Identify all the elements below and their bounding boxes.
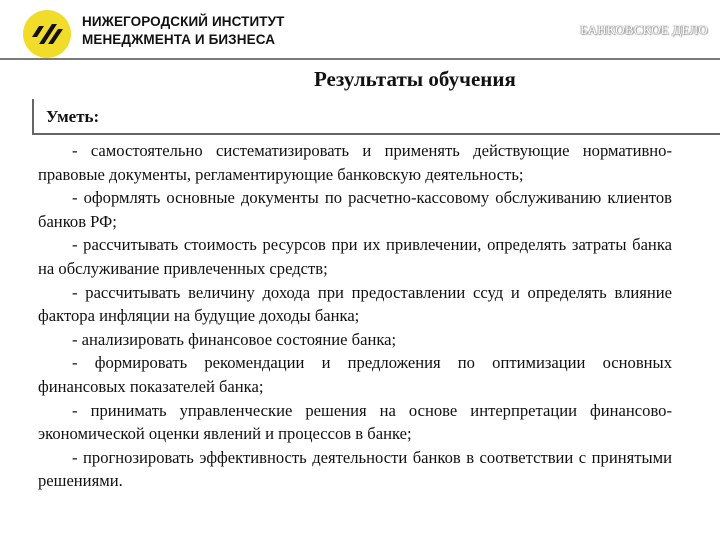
institute-name-line2: МЕНЕДЖМЕНТА И БИЗНЕСА — [82, 32, 276, 47]
skill-item: - рассчитывать стоимость ресурсов при их привлечении, определять затраты банка на обслуживание привлеченных средств; — [38, 235, 672, 278]
skill-item: - оформлять основные документы по расчетно-кассовому обслуживанию клиентов банков РФ; — [38, 188, 672, 231]
skill-item: - формировать рекомендации и предложения по оптимизации основных финансовых показателей банка; — [38, 353, 672, 396]
skill-item: - анализировать финансовое состояние банка; — [72, 329, 397, 349]
skill-item: - самостоятельно систематизировать и применять действующие нормативно-правовые документы, регламентирующие банковскую деятельность; — [38, 141, 672, 184]
skill-item: - принимать управленческие решения на основе интерпретации финансово-экономической оценки явлений и процессов в банке; — [38, 400, 672, 444]
subtitle-frame — [32, 99, 720, 135]
skill-item: - рассчитывать величину дохода при предоставлении ссуд и определять влияние фактора инфляции на будущие доходы банка; — [38, 282, 672, 326]
skill-item: - прогнозировать эффективность деятельности банков в соответствии с принятыми решениями. — [38, 447, 672, 491]
institute-name — [82, 13, 284, 49]
slide-subtitle: Уметь: — [46, 107, 100, 126]
slide-title: Результаты обучения — [314, 67, 516, 91]
skills-list — [38, 139, 672, 493]
institute-name-line1: НИЖЕГОРОДСКИЙ ИНСТИТУТ — [82, 14, 285, 29]
institute-logo-icon — [22, 9, 72, 59]
header-divider — [0, 58, 720, 60]
course-title: БАНКОВСКОЕ ДЕЛО — [580, 22, 708, 37]
